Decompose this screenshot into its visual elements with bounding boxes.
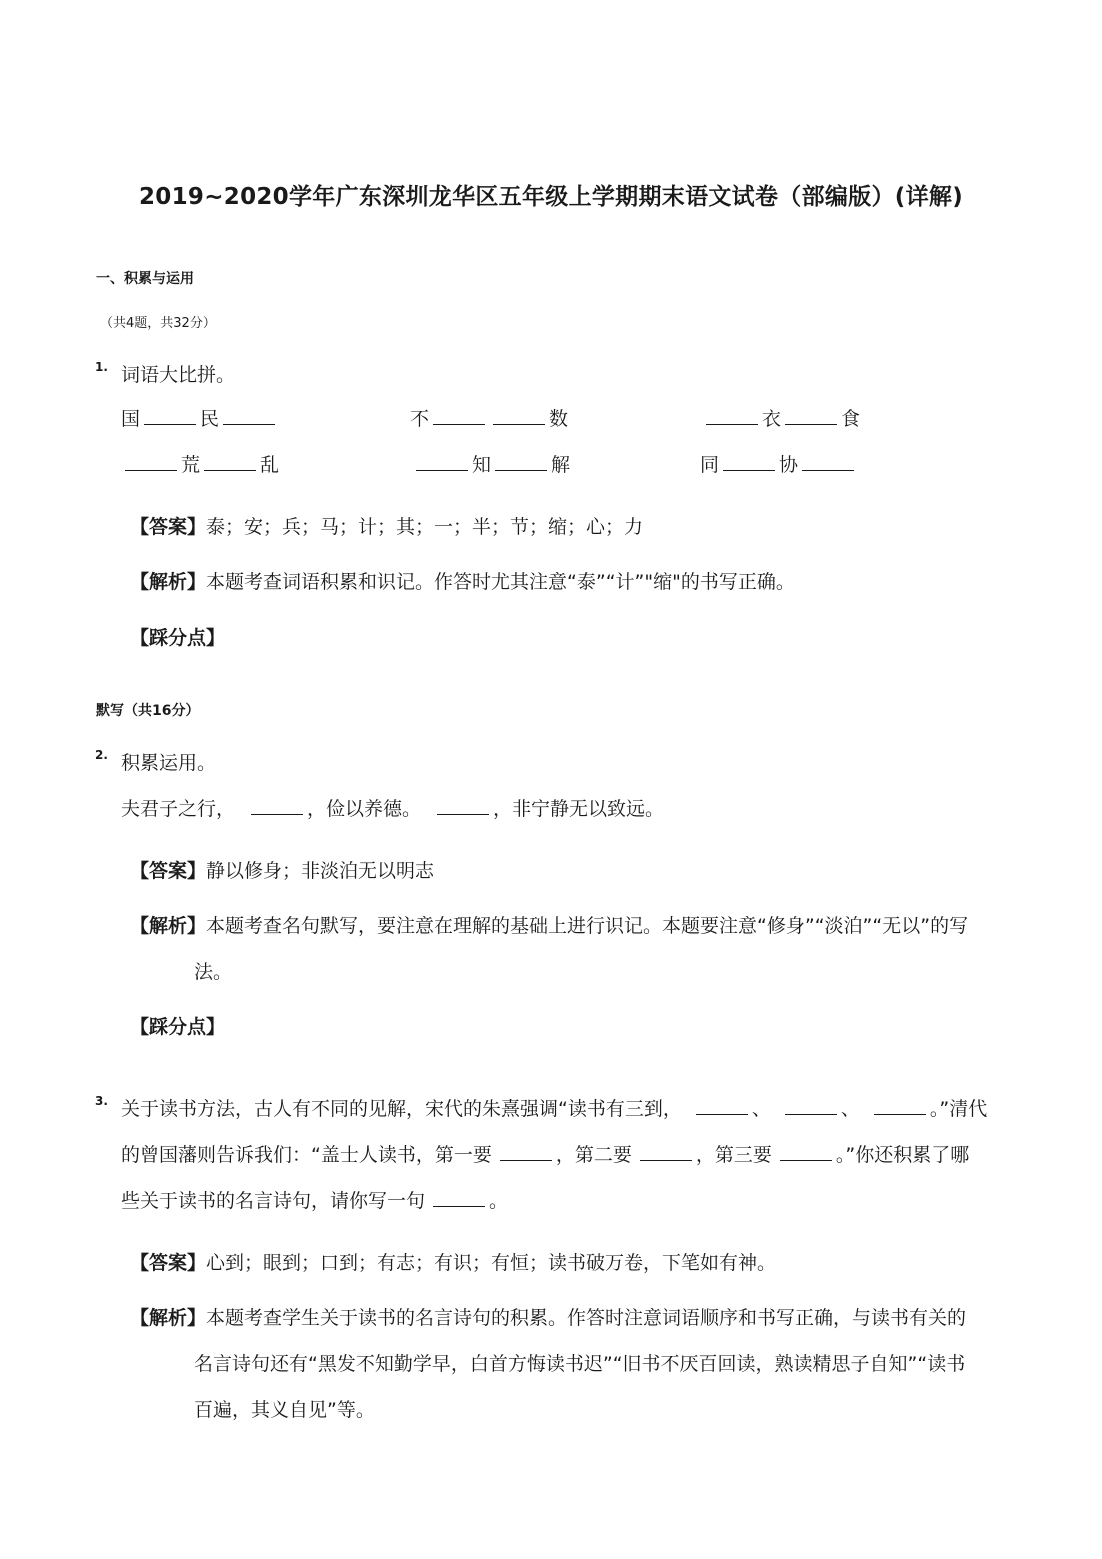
q3-sep: 、	[751, 1098, 771, 1120]
points-label: 【踩分点】	[130, 627, 226, 649]
analysis-line	[130, 911, 968, 938]
answer-blank[interactable]	[437, 798, 489, 815]
answer-line	[130, 1248, 776, 1275]
analysis-label: 【解析】	[130, 915, 207, 937]
q1-group-6	[700, 450, 858, 477]
q1-char: 国	[121, 408, 141, 430]
analysis-text-cont: 名言诗句还有“黑发不知勤学早，白首方悔读书迟”“旧书不厌百回读，熟读精思子自知”“读书	[194, 1353, 966, 1375]
answer-line	[130, 512, 643, 539]
q1-char: 衣	[762, 408, 782, 430]
question-prompt: 词语大比拼。	[121, 364, 236, 386]
analysis-line	[130, 567, 795, 594]
section-note: （共4题，共32分）	[100, 316, 216, 331]
answer-blank[interactable]	[640, 1144, 692, 1161]
q1-char: 协	[779, 454, 799, 476]
analysis-line	[130, 1303, 966, 1330]
q1-char: 数	[549, 408, 569, 430]
q3-line-3	[121, 1186, 508, 1213]
q1-group-3	[702, 404, 860, 431]
answer-blank[interactable]	[251, 798, 303, 815]
q1-group-4	[121, 450, 279, 477]
answer-blank[interactable]	[780, 1144, 832, 1161]
analysis-label: 【解析】	[130, 1307, 207, 1329]
q1-group-5	[412, 450, 570, 477]
analysis-text-cont: 百遍，其义自见”等。	[194, 1399, 375, 1421]
section-heading: 默写（共16分）	[96, 703, 200, 719]
answer-blank[interactable]	[723, 454, 775, 471]
answer-label: 【答案】	[130, 1252, 207, 1274]
q3-text: 关于读书方法，古人有不同的见解，宋代的朱熹强调“读书有三到，	[121, 1098, 682, 1120]
q1-char: 民	[200, 408, 220, 430]
analysis-text: 本题考查学生关于读书的名言诗句的积累。作答时注意词语顺序和书写正确，与读书有关的	[206, 1307, 967, 1329]
answer-blank[interactable]	[125, 454, 177, 471]
q3-line-2	[121, 1140, 969, 1167]
q1-group-2	[410, 404, 568, 431]
answer-blank[interactable]	[223, 408, 275, 425]
q1-char: 食	[841, 408, 861, 430]
answer-blank[interactable]	[144, 408, 196, 425]
q3-text: 。”你还积累了哪	[835, 1144, 970, 1166]
q1-char: 解	[551, 454, 571, 476]
page-title: 2019~2020学年广东深圳龙华区五年级上学期期末语文试卷（部编版）(详解)	[138, 184, 964, 210]
answer-label: 【答案】	[130, 860, 207, 882]
answer-blank[interactable]	[500, 1144, 552, 1161]
section-heading: 一、积累与运用	[96, 271, 194, 287]
question-prompt: 积累运用。	[121, 752, 217, 774]
q3-line-1	[121, 1094, 987, 1121]
analysis-text: 本题考查词语积累和识记。作答时尤其注意“泰”“计”"缩"的书写正确。	[206, 571, 795, 593]
answer-label: 【答案】	[130, 516, 207, 538]
q3-text: 。”清代	[929, 1098, 988, 1120]
q3-text: 些关于读书的名言诗句，请你写一句	[121, 1190, 426, 1212]
answer-blank[interactable]	[785, 408, 837, 425]
q1-group-1	[121, 404, 279, 431]
q3-text: 的曾国藩则告诉我们：“盖士人读书，第一要	[121, 1144, 492, 1166]
q3-text: ，第三要	[695, 1144, 772, 1166]
question-number: 1.	[95, 360, 108, 374]
answer-text: 静以修身；非淡泊无以明志	[206, 860, 435, 882]
answer-blank[interactable]	[204, 454, 256, 471]
q1-char: 不	[410, 408, 430, 430]
q3-text: 。	[489, 1190, 509, 1212]
q2-text: 夫君子之行，	[121, 798, 236, 820]
analysis-label: 【解析】	[130, 571, 207, 593]
answer-text: 心到；眼到；口到；有志；有识；有恒；读书破万卷，下笔如有神。	[206, 1252, 777, 1274]
q1-char: 知	[472, 454, 492, 476]
q2-text: ，非宁静无以致远。	[493, 798, 665, 820]
q3-text: ，第二要	[555, 1144, 632, 1166]
answer-blank[interactable]	[785, 1098, 837, 1115]
answer-blank[interactable]	[495, 454, 547, 471]
answer-text: 泰；安；兵；马；计；其；一；半；节；缩；心；力	[206, 516, 644, 538]
answer-blank[interactable]	[802, 454, 854, 471]
answer-line	[130, 856, 434, 883]
answer-blank[interactable]	[493, 408, 545, 425]
answer-blank[interactable]	[433, 408, 485, 425]
answer-blank[interactable]	[433, 1190, 485, 1207]
q1-char: 同	[700, 454, 720, 476]
q1-char: 荒	[181, 454, 201, 476]
answer-blank[interactable]	[416, 454, 468, 471]
answer-blank[interactable]	[874, 1098, 926, 1115]
analysis-text: 本题考查名句默写，要注意在理解的基础上进行识记。本题要注意“修身”“淡泊”“无以”的写	[206, 915, 969, 937]
answer-blank[interactable]	[696, 1098, 748, 1115]
analysis-text-cont: 法。	[194, 961, 233, 983]
answer-blank[interactable]	[706, 408, 758, 425]
q3-sep: 、	[840, 1098, 860, 1120]
question-number: 2.	[95, 748, 108, 762]
q2-fill-line	[121, 794, 664, 821]
q1-char: 乱	[260, 454, 280, 476]
q2-text: ，俭以养德。	[307, 798, 422, 820]
points-label: 【踩分点】	[130, 1016, 226, 1038]
question-number: 3.	[95, 1094, 108, 1108]
